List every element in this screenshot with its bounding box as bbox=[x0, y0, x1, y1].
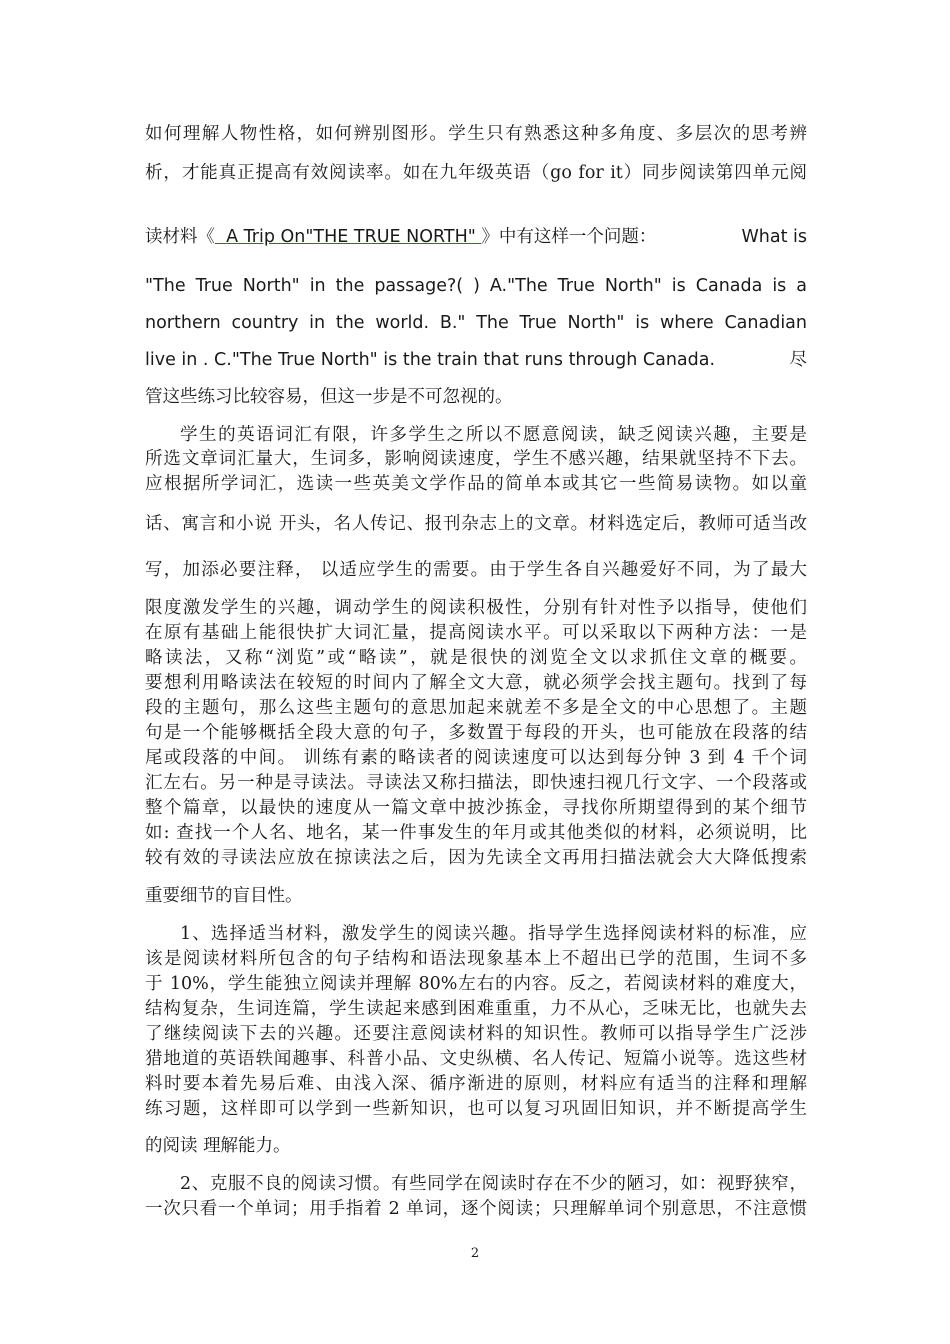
book-title-text: A Trip On"THE TRUE NORTH" bbox=[226, 227, 476, 247]
text-line: 写，加添必要注释， 以适应学生的需要。由于学生各自兴趣爱好不同，为了最大 bbox=[145, 560, 807, 580]
text-span: 读材料《 bbox=[145, 227, 215, 247]
text-line: 一次只看一个单词；用手指着 2 单词，逐个阅读；只理解单词个别意思，不注意惯 bbox=[145, 1199, 807, 1219]
text-span: 》中有这样一个问题： bbox=[481, 227, 657, 247]
text-line: 汇左右。另一种是寻读法。寻读法又称扫描法，即快速扫视几行文字、一个段落或 bbox=[145, 773, 807, 793]
text-line: 所选文章词汇量大，生词多，影响阅读速度，学生不感兴趣，结果就坚持不下去。 bbox=[145, 449, 807, 469]
text-line: 管这些练习比较容易，但这一步是不可忽视的。 bbox=[145, 387, 513, 407]
text-line: 整个篇章，以最快的速度从一篇文章中披沙拣金，寻找你所期望得到的某个细节 bbox=[145, 798, 807, 818]
text-span: 尽 bbox=[789, 350, 807, 370]
text-line: 限度激发学生的兴趣，调动学生的阅读积极性，分别有针对性予以指导，使他们 bbox=[145, 598, 807, 618]
text-span: What is bbox=[741, 227, 807, 247]
text-line: 在原有基础上能很快扩大词汇量，提高阅读水平。可以采取以下两种方法：一是 bbox=[145, 623, 807, 643]
text-line: 析，才能真正提高有效阅读率。如在九年级英语（go for it）同步阅读第四单元阅 bbox=[145, 163, 807, 183]
text-line: 料时要本着先易后难、由浅入深、循序渐进的原则，材料应有适当的注释和理解 bbox=[145, 1074, 807, 1094]
text-line: 段的主题句，那么这些主题句的意思加起来就差不多是全文的中心思想了。主题 bbox=[145, 698, 807, 718]
text-line: 猎地道的英语轶闻趣事、科普小品、文史纵横、名人传记、短篇小说等。选这些材 bbox=[145, 1049, 807, 1069]
text-line: 该是阅读材料所包含的句子结构和语法现象基本上不超出已学的范围，生词不多 bbox=[145, 949, 807, 969]
text-line: 略读法，又称“浏览”或“略读”，就是很快的浏览全文以求抓住文章的概要。 bbox=[145, 648, 807, 668]
text-line: 句是一个能够概括全段大意的句子，多数置于每段的开头，也可能放在段落的结 bbox=[145, 723, 807, 743]
text-line: 了继续阅读下去的兴趣。还要注意阅读材料的知识性。教师可以指导学生广泛涉 bbox=[145, 1024, 807, 1044]
text-line: 1、选择适当材料，激发学生的阅读兴趣。指导学生选择阅读材料的标准，应 bbox=[180, 924, 807, 944]
text-line: 练习题，这样即可以学到一些新知识，也可以复习巩固旧知识，并不断提高学生 bbox=[145, 1099, 807, 1119]
text-line: 于 10%，学生能独立阅读并理解 80%左右的内容。反之，若阅读材料的难度大， bbox=[145, 974, 807, 994]
text-line: 如: 查找一个人名、地名，某一件事发生的年月或其他类似的材料，必须说明，比 bbox=[145, 823, 807, 843]
text-line bbox=[145, 348, 807, 372]
text-line: 结构复杂，生词连篇，学生读起来感到困难重重，力不从心，乏味无比，也就失去 bbox=[145, 999, 807, 1019]
page-number: 2 bbox=[470, 1246, 480, 1261]
text-line: 尾或段落的中间。 训练有素的略读者的阅读速度可以达到每分钟 3 到 4 千个词 bbox=[145, 748, 807, 768]
text-line: "The True North" in the passage?( ) A."The True North" is Canada is a bbox=[145, 276, 807, 296]
text-line: 要想利用略读法在较短的时间内了解全文大意，就必须学会找主题句。找到了每 bbox=[145, 673, 807, 693]
text-line bbox=[145, 225, 807, 249]
text-span: live in . C."The True North" is the train that runs through Canada. bbox=[145, 350, 716, 370]
text-line: 较有效的寻读法应放在掠读法之后，因为先读全文再用扫描法就会大大降低搜索 bbox=[145, 848, 807, 868]
text-line: 的阅读 理解能力。 bbox=[145, 1136, 291, 1156]
text-line: 重要细节的盲目性。 bbox=[145, 886, 303, 906]
book-title-link[interactable] bbox=[215, 227, 481, 247]
text-line: 如何理解人物性格，如何辨别图形。学生只有熟悉这种多角度、多层次的思考辨 bbox=[145, 124, 807, 144]
text-line: 应根据所学词汇，选读一些英美文学作品的简单本或其它一些简易读物。如以童 bbox=[145, 474, 807, 494]
text-line: 话、寓言和小说 开头，名人传记、报刊杂志上的文章。材料选定后，教师可适当改 bbox=[145, 514, 807, 534]
text-line: 2、克服不良的阅读习惯。有些同学在阅读时存在不少的陋习，如：视野狭窄， bbox=[180, 1174, 807, 1194]
text-line: northern country in the world. B." The True North" is where Canadian bbox=[145, 313, 807, 333]
text-line: 学生的英语词汇有限，许多学生之所以不愿意阅读，缺乏阅读兴趣，主要是 bbox=[180, 425, 807, 445]
